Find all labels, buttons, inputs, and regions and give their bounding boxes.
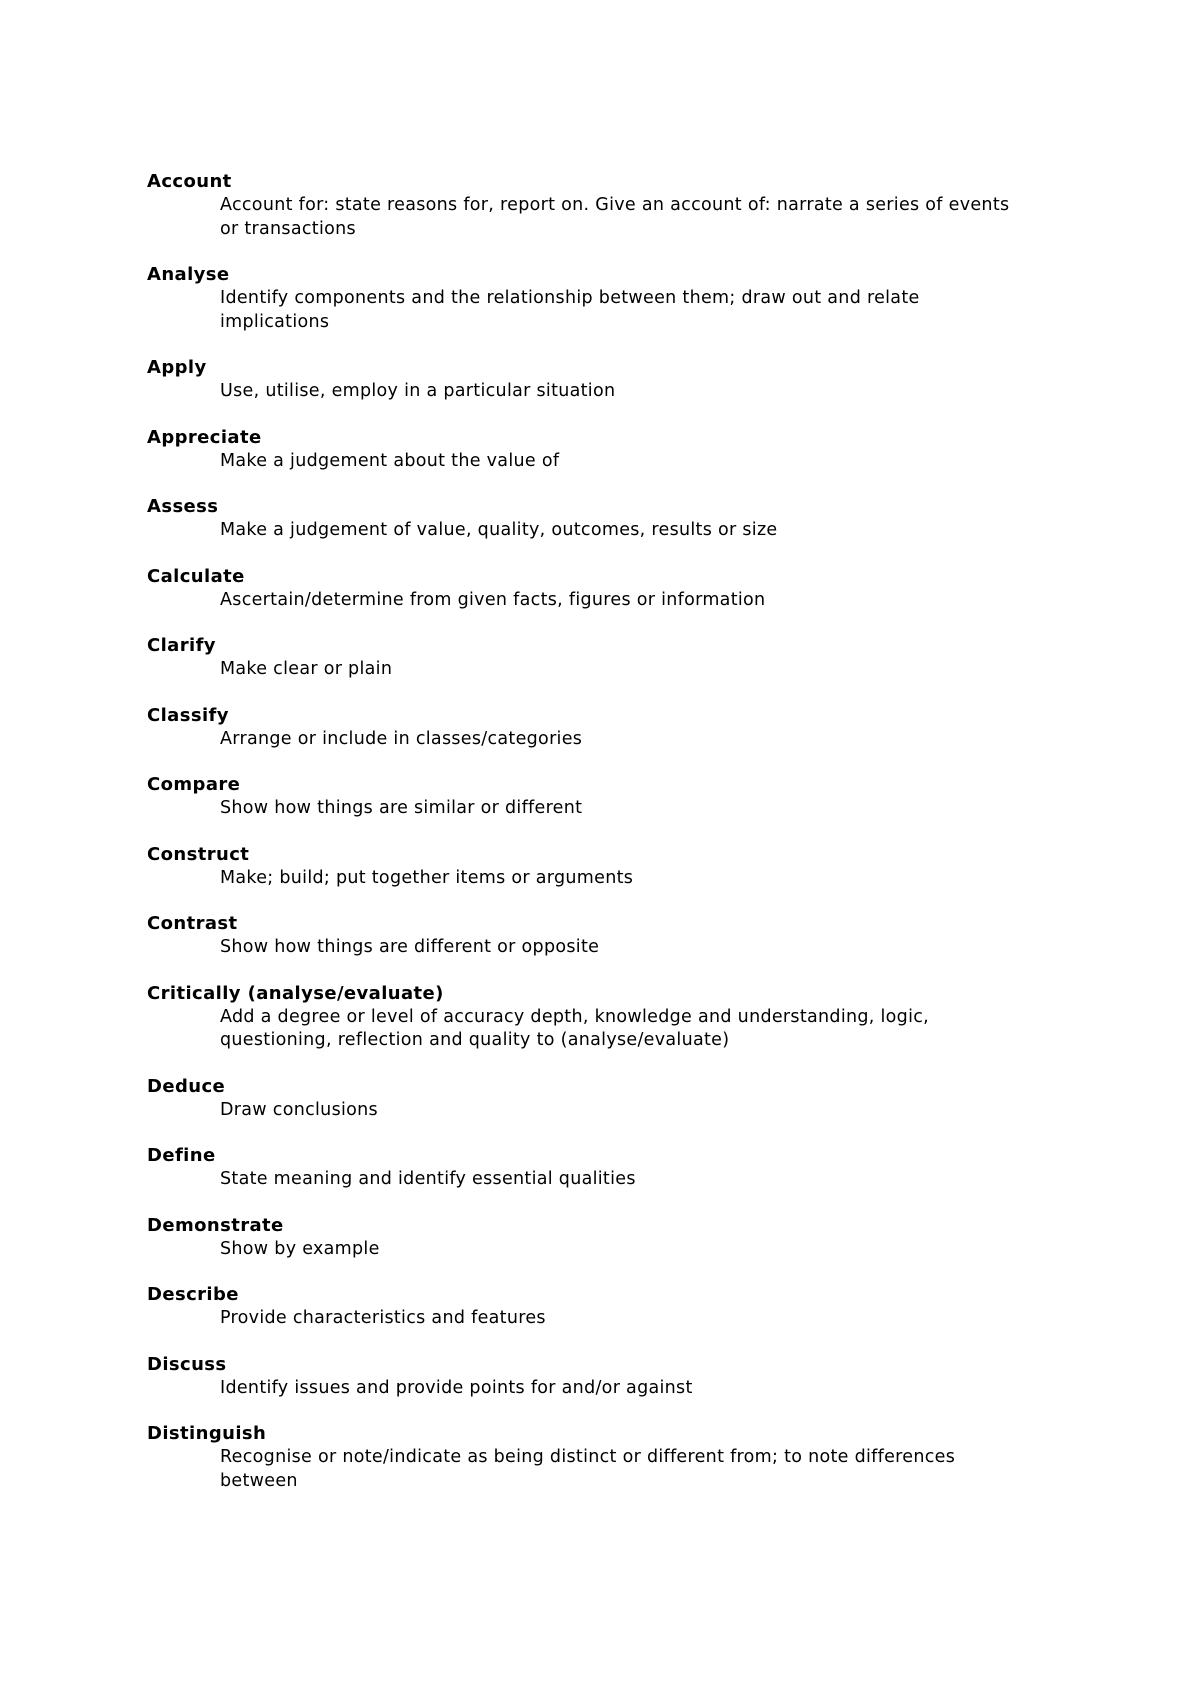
glossary-term: Demonstrate — [147, 1214, 284, 1236]
glossary-term: Describe — [147, 1284, 239, 1305]
glossary-definition: Make clear or plain — [220, 659, 393, 679]
glossary-entry-analyse — [147, 263, 1027, 334]
glossary-entry-clarify — [147, 634, 1027, 682]
glossary-definition: Show how things are different or opposite — [220, 937, 600, 957]
glossary-entry-critically — [147, 982, 1027, 1053]
glossary-term: Analyse — [147, 264, 230, 285]
glossary-term: Contrast — [147, 913, 238, 934]
glossary-term: Discuss — [147, 1353, 227, 1375]
glossary-entry-classify — [147, 704, 1027, 752]
glossary-term: Compare — [147, 774, 241, 795]
glossary-entry-define — [147, 1144, 1027, 1192]
glossary-definition: State meaning and identify essential qualities — [220, 1169, 636, 1189]
glossary-term: Distinguish — [147, 1423, 267, 1444]
glossary-entry-deduce — [147, 1075, 1027, 1123]
glossary-definition: Use, utilise, employ in a particular situation — [220, 381, 616, 401]
glossary-term: Account — [147, 171, 232, 192]
glossary-definition: Recognise or note/indicate as being distinct or different from; to note differences between — [220, 1447, 956, 1491]
glossary-definition: Ascertain/determine from given facts, figures or information — [220, 589, 766, 610]
glossary-entry-discuss — [147, 1353, 1027, 1401]
glossary-term: Apply — [147, 357, 207, 378]
glossary-definition: Make a judgement of value, quality, outcomes, results or size — [220, 520, 778, 540]
glossary-definition: Draw conclusions — [220, 1099, 378, 1120]
glossary-entry-distinguish — [147, 1422, 1027, 1493]
glossary-entry-apply — [147, 356, 1027, 404]
glossary-term: Calculate — [147, 565, 245, 587]
glossary-definition: Add a degree or level of accuracy depth, knowledge and understanding, logic, questioning, reflection and quality to (analyse/evaluate) — [220, 1006, 930, 1050]
glossary-definition: Make a judgement about the value of — [220, 450, 560, 471]
glossary-page — [147, 170, 1027, 1515]
glossary-entry-compare — [147, 773, 1027, 821]
glossary-definition: Show by example — [220, 1238, 380, 1259]
glossary-entry-construct — [147, 843, 1027, 891]
glossary-entry-contrast — [147, 912, 1027, 960]
glossary-definition: Account for: state reasons for, report on. Give an account of: narrate a series of events or transactions — [220, 195, 1010, 239]
glossary-term: Deduce — [147, 1075, 226, 1097]
glossary-definition: Make; build; put together items or arguments — [220, 867, 634, 888]
glossary-term: Assess — [147, 496, 219, 517]
glossary-term: Critically (analyse/evaluate) — [147, 982, 444, 1004]
glossary-term: Classify — [147, 704, 229, 726]
glossary-definition: Arrange or include in classes/categories — [220, 728, 583, 749]
glossary-entry-demonstrate — [147, 1214, 1027, 1262]
glossary-definition: Provide characteristics and features — [220, 1308, 546, 1328]
glossary-term: Define — [147, 1145, 216, 1166]
glossary-entry-appreciate — [147, 426, 1027, 474]
glossary-definition: Identify components and the relationship between them; draw out and relate implications — [220, 288, 920, 332]
glossary-entry-assess — [147, 495, 1027, 543]
glossary-entry-account — [147, 170, 1027, 241]
glossary-term: Appreciate — [147, 426, 262, 448]
glossary-definition: Show how things are similar or different — [220, 798, 583, 818]
glossary-term: Clarify — [147, 635, 216, 656]
glossary-definition: Identify issues and provide points for and/or against — [220, 1377, 693, 1398]
glossary-entry-calculate — [147, 565, 1027, 613]
glossary-entry-describe — [147, 1283, 1027, 1331]
glossary-term: Construct — [147, 843, 250, 865]
